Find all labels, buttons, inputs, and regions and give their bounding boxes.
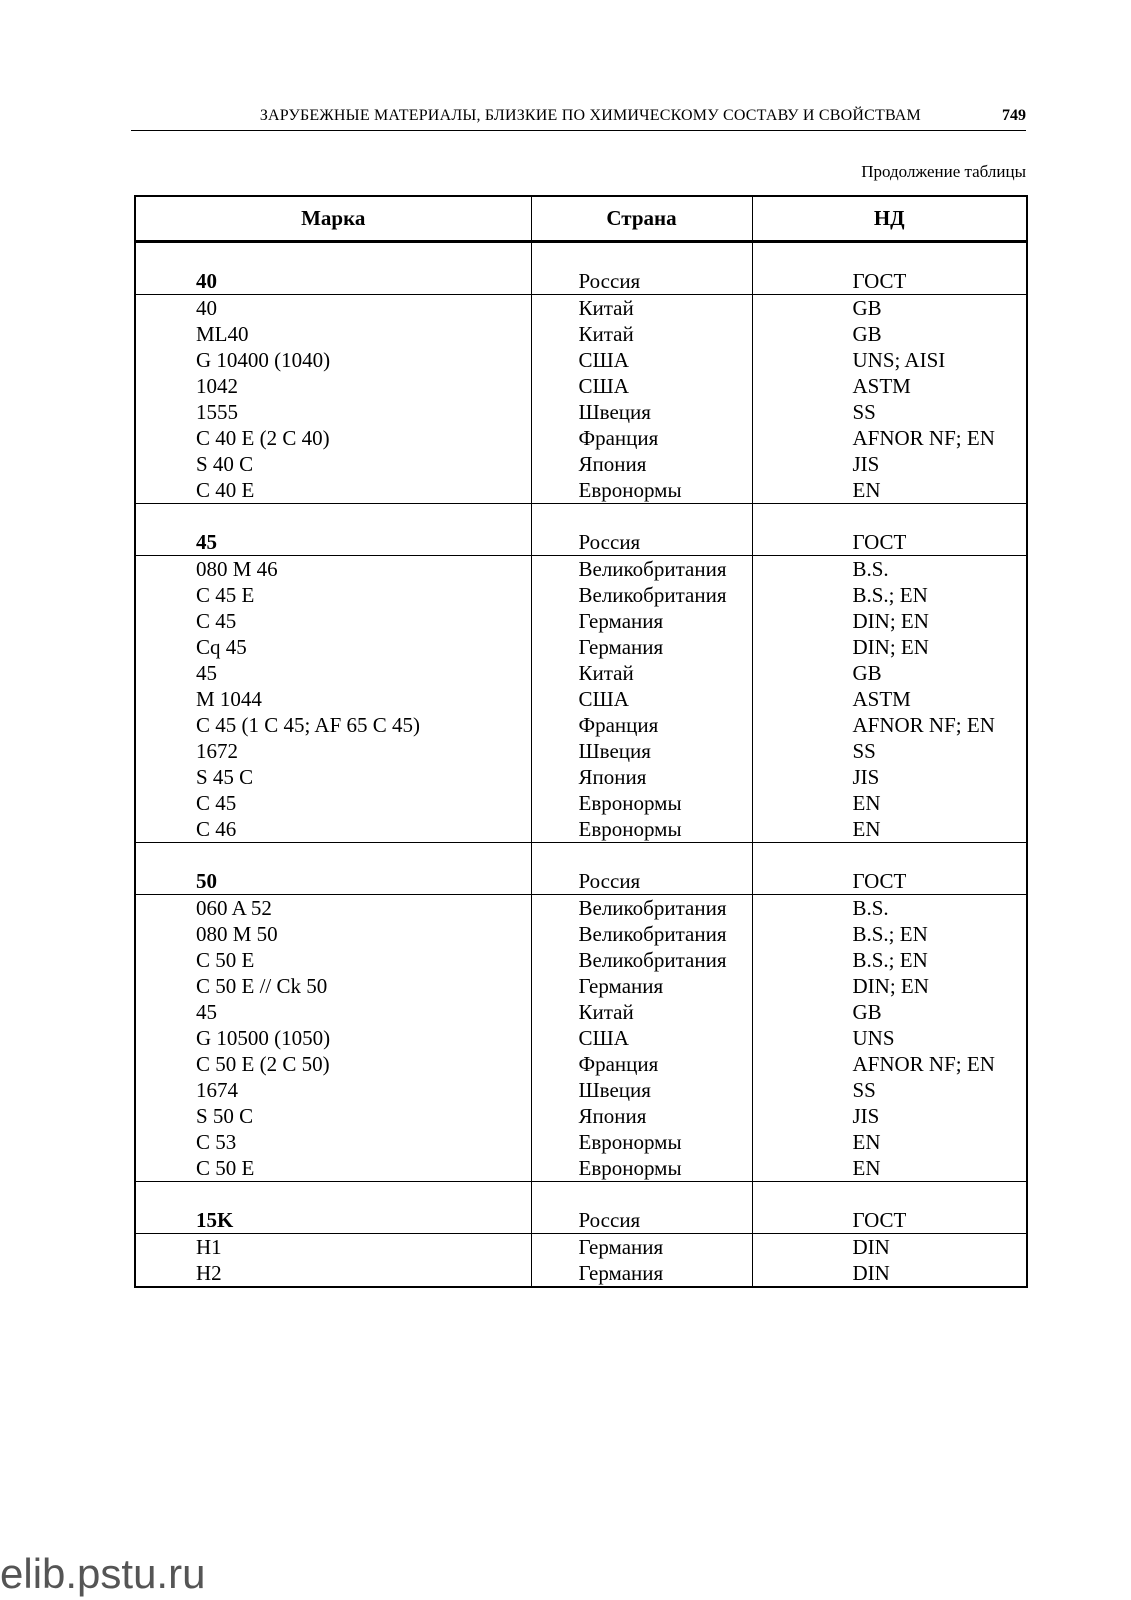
cell-grade: G 10500 (1050): [135, 1025, 531, 1051]
column-header-standard: НД: [752, 196, 1027, 242]
table-row: [135, 921, 1027, 947]
cell-country: Германия: [531, 973, 752, 999]
cell-grade: 50: [135, 843, 531, 895]
table-row: [135, 1234, 1027, 1261]
cell-standard: GB: [852, 661, 882, 685]
cell-grade: S 45 C: [135, 764, 531, 790]
cell-standard: UNS; AISI: [852, 348, 946, 372]
table-row: [135, 790, 1027, 816]
table-row: [135, 712, 1027, 738]
cell-grade: C 40 E: [135, 477, 531, 504]
cell-country: Россия: [531, 242, 752, 295]
cell-standard: ГОСТ: [852, 269, 907, 293]
cell-grade: C 40 E (2 C 40): [135, 425, 531, 451]
cell-standard: B.S.: [752, 895, 1027, 922]
cell-grade: 45: [135, 660, 531, 686]
cell-country: Евронормы: [531, 816, 752, 843]
cell-country: Швеция: [531, 1077, 752, 1103]
group-head-row: [135, 1182, 1027, 1234]
cell-grade: C 45: [135, 608, 531, 634]
table-row: [135, 1103, 1027, 1129]
table-body: [135, 242, 1027, 1288]
table-row: [135, 582, 1027, 608]
cell-country: Евронормы: [531, 1155, 752, 1182]
cell-standard: DIN; EN: [852, 974, 929, 998]
table-header-row: [135, 196, 1027, 242]
cell-country: Великобритания: [531, 895, 752, 922]
cell-grade: 1042: [135, 373, 531, 399]
cell-country: Япония: [531, 1103, 752, 1129]
cell-standard: B.S.; EN: [852, 583, 928, 607]
table-row: [135, 816, 1027, 843]
cell-country: США: [531, 373, 752, 399]
table-row: [135, 895, 1027, 922]
group-head-row: [135, 504, 1027, 556]
table-row: [135, 425, 1027, 451]
cell-country: Швеция: [531, 738, 752, 764]
equivalents-table: [134, 195, 1028, 1288]
cell-grade: C 50 E (2 C 50): [135, 1051, 531, 1077]
table-row: [135, 999, 1027, 1025]
cell-country: Китай: [531, 999, 752, 1025]
cell-grade: 45: [135, 504, 531, 556]
cell-country: Россия: [531, 1182, 752, 1234]
cell-grade: 060 A 52: [135, 895, 531, 922]
table-row: [135, 947, 1027, 973]
cell-country: США: [531, 686, 752, 712]
cell-standard: ASTM: [852, 687, 911, 711]
cell-grade: 1672: [135, 738, 531, 764]
table-row: [135, 295, 1027, 322]
cell-grade: S 50 C: [135, 1103, 531, 1129]
cell-standard: UNS: [852, 1026, 895, 1050]
cell-standard: B.S.: [752, 556, 1027, 583]
cell-standard: DIN: [852, 1261, 890, 1285]
cell-standard: JIS: [852, 1104, 880, 1128]
table-row: [135, 738, 1027, 764]
cell-grade: 1674: [135, 1077, 531, 1103]
running-head: [131, 104, 1026, 131]
cell-standard: ГОСТ: [752, 504, 1027, 556]
cell-grade: C 50 E: [135, 1155, 531, 1182]
cell-standard: EN: [852, 1130, 881, 1154]
cell-country: Германия: [531, 634, 752, 660]
cell-country: Германия: [531, 1260, 752, 1287]
cell-standard: SS: [852, 1078, 876, 1102]
cell-country: США: [531, 347, 752, 373]
cell-standard: EN: [852, 791, 881, 815]
cell-country: Германия: [531, 608, 752, 634]
column-header-grade: Марка: [135, 196, 531, 242]
table-row: [135, 321, 1027, 347]
table-row: [135, 1260, 1027, 1287]
cell-standard: DIN; EN: [852, 635, 929, 659]
table-row: [135, 1025, 1027, 1051]
cell-standard: DIN: [752, 1234, 1027, 1261]
continuation-note: Продолжение таблицы: [861, 162, 1026, 181]
cell-grade: 45: [135, 999, 531, 1025]
cell-standard: ГОСТ: [752, 1182, 1027, 1234]
table-row: [135, 1129, 1027, 1155]
cell-standard: GB: [752, 295, 1027, 322]
cell-grade: C 50 E // Ck 50: [135, 973, 531, 999]
table-row: [135, 347, 1027, 373]
cell-country: Япония: [531, 451, 752, 477]
cell-country: Великобритания: [531, 947, 752, 973]
table-row: [135, 373, 1027, 399]
cell-standard: EN: [852, 1156, 881, 1180]
cell-country: Евронормы: [531, 1129, 752, 1155]
cell-grade: S 40 C: [135, 451, 531, 477]
cell-grade: C 53: [135, 1129, 531, 1155]
page-number: 749: [1002, 107, 1026, 124]
table-row: [135, 764, 1027, 790]
table-row: [135, 973, 1027, 999]
cell-country: Германия: [531, 1234, 752, 1261]
cell-standard: GB: [852, 322, 882, 346]
cell-grade: C 45 E: [135, 582, 531, 608]
group-head-row: [135, 843, 1027, 895]
cell-country: США: [531, 1025, 752, 1051]
cell-country: Великобритания: [531, 556, 752, 583]
table-row: [135, 660, 1027, 686]
cell-country: Китай: [531, 660, 752, 686]
watermark: elib.pstu.ru: [0, 1550, 206, 1597]
cell-grade: C 50 E: [135, 947, 531, 973]
cell-grade: C 45 (1 C 45; AF 65 C 45): [135, 712, 531, 738]
cell-grade: ML40: [135, 321, 531, 347]
cell-country: Швеция: [531, 399, 752, 425]
column-header-country: Страна: [531, 196, 752, 242]
cell-standard: DIN; EN: [852, 609, 929, 633]
cell-grade: M 1044: [135, 686, 531, 712]
cell-grade: G 10400 (1040): [135, 347, 531, 373]
cell-standard: EN: [852, 817, 881, 841]
cell-standard: GB: [852, 1000, 882, 1024]
cell-grade: 1555: [135, 399, 531, 425]
cell-country: Япония: [531, 764, 752, 790]
table-row: [135, 686, 1027, 712]
cell-standard: AFNOR NF; EN: [852, 426, 995, 450]
table-row: [135, 399, 1027, 425]
table-row: [135, 608, 1027, 634]
cell-country: Великобритания: [531, 582, 752, 608]
cell-standard: ГОСТ: [752, 843, 1027, 895]
cell-grade: C 45: [135, 790, 531, 816]
cell-country: Евронормы: [531, 790, 752, 816]
table-row: [135, 477, 1027, 504]
cell-country: Евронормы: [531, 477, 752, 504]
cell-standard: B.S.; EN: [852, 922, 928, 946]
cell-country: Франция: [531, 712, 752, 738]
cell-country: Франция: [531, 1051, 752, 1077]
table-row: [135, 1051, 1027, 1077]
cell-country: Китай: [531, 295, 752, 322]
cell-country: Россия: [531, 504, 752, 556]
cell-country: Великобритания: [531, 921, 752, 947]
cell-grade: 15K: [135, 1182, 531, 1234]
cell-standard: JIS: [852, 765, 880, 789]
cell-grade: H2: [135, 1260, 531, 1287]
cell-grade: C 46: [135, 816, 531, 843]
table-row: [135, 1155, 1027, 1182]
table-row: [135, 556, 1027, 583]
cell-standard: SS: [852, 400, 876, 424]
table-row: [135, 451, 1027, 477]
cell-standard: AFNOR NF; EN: [852, 713, 995, 737]
table-row: [135, 1077, 1027, 1103]
cell-standard: ASTM: [852, 374, 911, 398]
cell-grade: H1: [135, 1234, 531, 1261]
cell-standard: EN: [852, 478, 881, 502]
cell-grade: Cq 45: [135, 634, 531, 660]
cell-country: Россия: [531, 843, 752, 895]
cell-standard: SS: [852, 739, 876, 763]
table-row: [135, 634, 1027, 660]
cell-grade: 080 M 46: [135, 556, 531, 583]
cell-grade: 40: [135, 295, 531, 322]
cell-country: Франция: [531, 425, 752, 451]
cell-grade: 080 M 50: [135, 921, 531, 947]
group-head-row: [135, 242, 1027, 295]
cell-country: Китай: [531, 321, 752, 347]
running-title: ЗАРУБЕЖНЫЕ МАТЕРИАЛЫ, БЛИЗКИЕ ПО ХИМИЧЕСКОМУ СОСТАВУ И СВОЙСТВАМ: [259, 107, 921, 124]
cell-standard: JIS: [852, 452, 880, 476]
cell-grade: 40: [135, 242, 531, 295]
cell-standard: AFNOR NF; EN: [852, 1052, 995, 1076]
cell-standard: B.S.; EN: [852, 948, 928, 972]
